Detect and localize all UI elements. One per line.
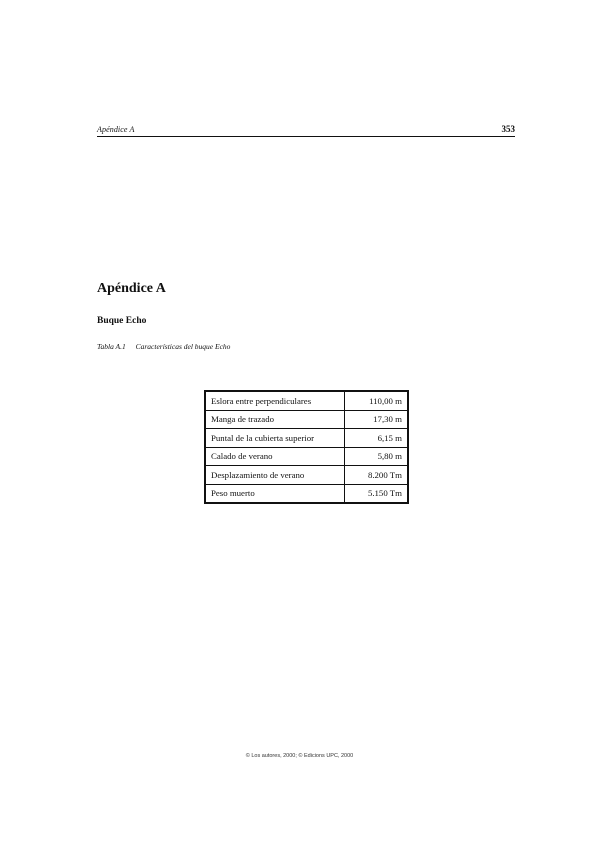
table-caption-number: Tabla A.1: [97, 342, 126, 351]
table-caption-text: Características del buque Echo: [135, 342, 231, 351]
copyright-footer: © Los autores, 2000; © Edicions UPC, 2000: [245, 753, 354, 759]
section-title: Buque Echo: [97, 316, 147, 326]
table-cell-value: 5,80 m: [345, 447, 409, 466]
table-cell-value: 5.150 Tm: [345, 484, 409, 503]
running-title: Apéndice A: [97, 125, 135, 134]
table-cell-label: Eslora entre perpendiculares: [205, 391, 345, 410]
table-cell-label: Desplazamiento de verano: [205, 466, 345, 485]
table-cell-value: 6,15 m: [345, 429, 409, 448]
table-cell-value: 8.200 Tm: [345, 466, 409, 485]
ship-specs-table: [204, 390, 409, 504]
table-row: [205, 466, 408, 485]
table-cell-label: Puntal de la cubierta superior: [205, 429, 345, 448]
table-cell-value: 110,00 m: [345, 391, 409, 410]
running-header: [97, 125, 515, 136]
table-caption: [97, 342, 230, 351]
chapter-title: Apéndice A: [97, 281, 166, 296]
table-row: [205, 391, 408, 410]
table-cell-value: 17,30 m: [345, 410, 409, 429]
table-cell-label: Calado de verano: [205, 447, 345, 466]
header-rule: [97, 136, 515, 137]
table-row: [205, 447, 408, 466]
page-number: 353: [501, 124, 515, 134]
table-cell-label: Manga de trazado: [205, 410, 345, 429]
table-row: [205, 484, 408, 503]
table-row: [205, 429, 408, 448]
table-cell-label: Peso muerto: [205, 484, 345, 503]
table-row: [205, 410, 408, 429]
